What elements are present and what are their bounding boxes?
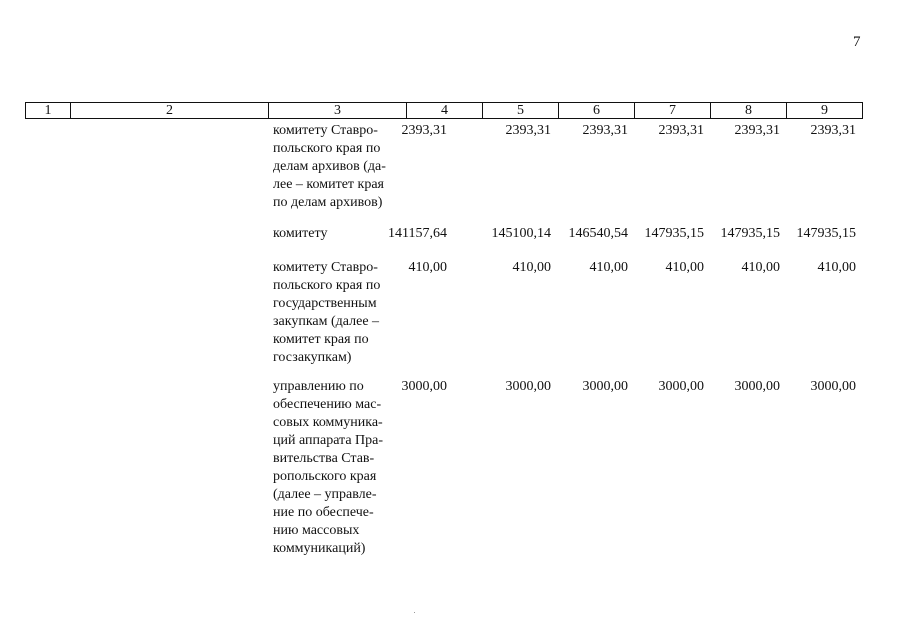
row-label (273, 225, 400, 243)
value-col-6: 2393,31 (582, 123, 628, 138)
value-col-7: 2393,31 (658, 123, 704, 138)
value-col-6: 410,00 (589, 260, 628, 275)
value-col-9: 410,00 (817, 260, 856, 275)
header-row (26, 103, 863, 119)
header-col-2: 2 (71, 103, 269, 119)
page-number: 7 (853, 34, 861, 50)
scan-speck (414, 612, 415, 613)
header-col-6: 6 (559, 103, 635, 119)
header-col-5: 5 (483, 103, 559, 119)
header-col-7: 7 (635, 103, 711, 119)
column-number-header (25, 102, 863, 119)
value-col-5: 410,00 (512, 260, 551, 275)
value-col-7: 3000,00 (658, 379, 704, 394)
header-col-9: 9 (787, 103, 863, 119)
row-label (273, 259, 400, 367)
label-line: польского края по (273, 278, 381, 293)
label-line: совых коммуника- (273, 415, 383, 430)
header-col-8: 8 (711, 103, 787, 119)
value-col-8: 3000,00 (734, 379, 780, 394)
row-label (273, 122, 400, 212)
label-line: ние по обеспече- (273, 505, 374, 520)
label-line: управлению по (273, 379, 364, 394)
label-line: закупкам (далее – (273, 314, 380, 329)
value-col-9: 147935,15 (796, 226, 856, 241)
label-line: комитету Ставро- (273, 260, 378, 275)
header-col-4: 4 (407, 103, 483, 119)
label-line: обеспечению мас- (273, 397, 382, 412)
label-line: по делам архивов) (273, 195, 383, 210)
label-line: нию массовых (273, 523, 360, 538)
label-line: ропольского края (273, 469, 377, 484)
label-line: ций аппарата Пра- (273, 433, 384, 448)
value-col-8: 2393,31 (734, 123, 780, 138)
label-line: комитету (273, 226, 328, 241)
label-line: комитету Ставро- (273, 123, 378, 138)
row-label (273, 378, 400, 558)
value-col-9: 2393,31 (810, 123, 856, 138)
label-line: госзакупкам) (273, 350, 352, 365)
value-col-5: 145100,14 (491, 226, 551, 241)
value-col-8: 147935,15 (720, 226, 780, 241)
value-col-9: 3000,00 (810, 379, 856, 394)
value-col-6: 146540,54 (568, 226, 628, 241)
value-col-4: 410,00 (408, 260, 447, 275)
value-col-4: 2393,31 (401, 123, 447, 138)
label-line: государственным (273, 296, 377, 311)
value-col-4: 3000,00 (401, 379, 447, 394)
header-col-1: 1 (26, 103, 71, 119)
label-line: польского края по (273, 141, 381, 156)
value-col-6: 3000,00 (582, 379, 628, 394)
header-col-3: 3 (269, 103, 407, 119)
label-line: (далее – управле- (273, 487, 377, 502)
value-col-8: 410,00 (741, 260, 780, 275)
value-col-7: 147935,15 (644, 226, 704, 241)
label-line: лее – комитет края (273, 177, 384, 192)
value-col-5: 3000,00 (505, 379, 551, 394)
label-line: делам архивов (да- (273, 159, 386, 174)
label-line: комитет края по (273, 332, 369, 347)
value-col-4: 141157,64 (388, 226, 447, 241)
value-col-7: 410,00 (665, 260, 704, 275)
label-line: коммуникаций) (273, 541, 366, 556)
value-col-5: 2393,31 (505, 123, 551, 138)
label-line: вительства Став- (273, 451, 375, 466)
